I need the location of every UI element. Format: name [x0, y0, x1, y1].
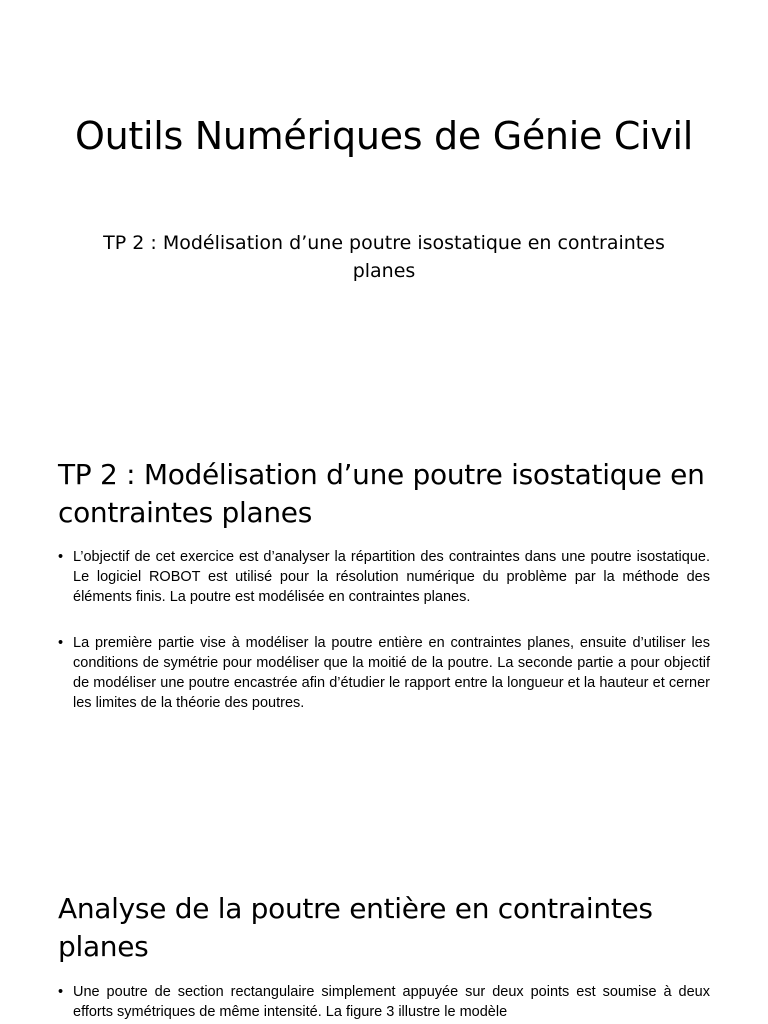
presentation-title: Outils Numériques de Génie Civil: [74, 114, 694, 158]
bullet-item-beam-description: [58, 982, 710, 1022]
slide-title: Analyse de la poutre entière en contraintes planes: [58, 892, 653, 963]
intro-slide: [0, 432, 768, 864]
bullet-text: La première partie vise à modéliser la poutre entière en contraintes planes, ensuite d’utiliser les conditions de symétrie pour modéliser que la moitié de la poutre. La seconde partie a pour objectif de modéliser une poutre encastrée afin d’étudier le rapport entre la longueur et la hauteur et cerner les limites de la théorie des poutres.: [73, 635, 710, 711]
presentation-subtitle: TP 2 : Modélisation d’une poutre isostatique en contraintes planes: [103, 232, 665, 282]
bullet-icon: •: [58, 549, 64, 565]
bullet-icon: •: [58, 984, 64, 1000]
bullet-list: [58, 982, 710, 1022]
slide-title: TP 2 : Modélisation d’une poutre isostatique en contraintes planes: [58, 458, 705, 529]
title-slide: [0, 0, 768, 432]
bullet-item-parts: [58, 633, 710, 713]
bullet-icon: •: [58, 635, 64, 651]
analysis-slide: [0, 864, 768, 1024]
bullet-list: [58, 547, 710, 713]
bullet-text: Une poutre de section rectangulaire simplement appuyée sur deux points est soumise à deux efforts symétriques de même intensité. La figure 3 illustre le modèle: [73, 984, 710, 1020]
bullet-item-objective: [58, 547, 710, 607]
bullet-text: L’objectif de cet exercice est d’analyser la répartition des contraintes dans une poutre isostatique. Le logiciel ROBOT est utilisé pour la résolution numérique du problème par la méthode des éléments finis. La poutre est modélisée en contraintes planes.: [73, 549, 710, 605]
